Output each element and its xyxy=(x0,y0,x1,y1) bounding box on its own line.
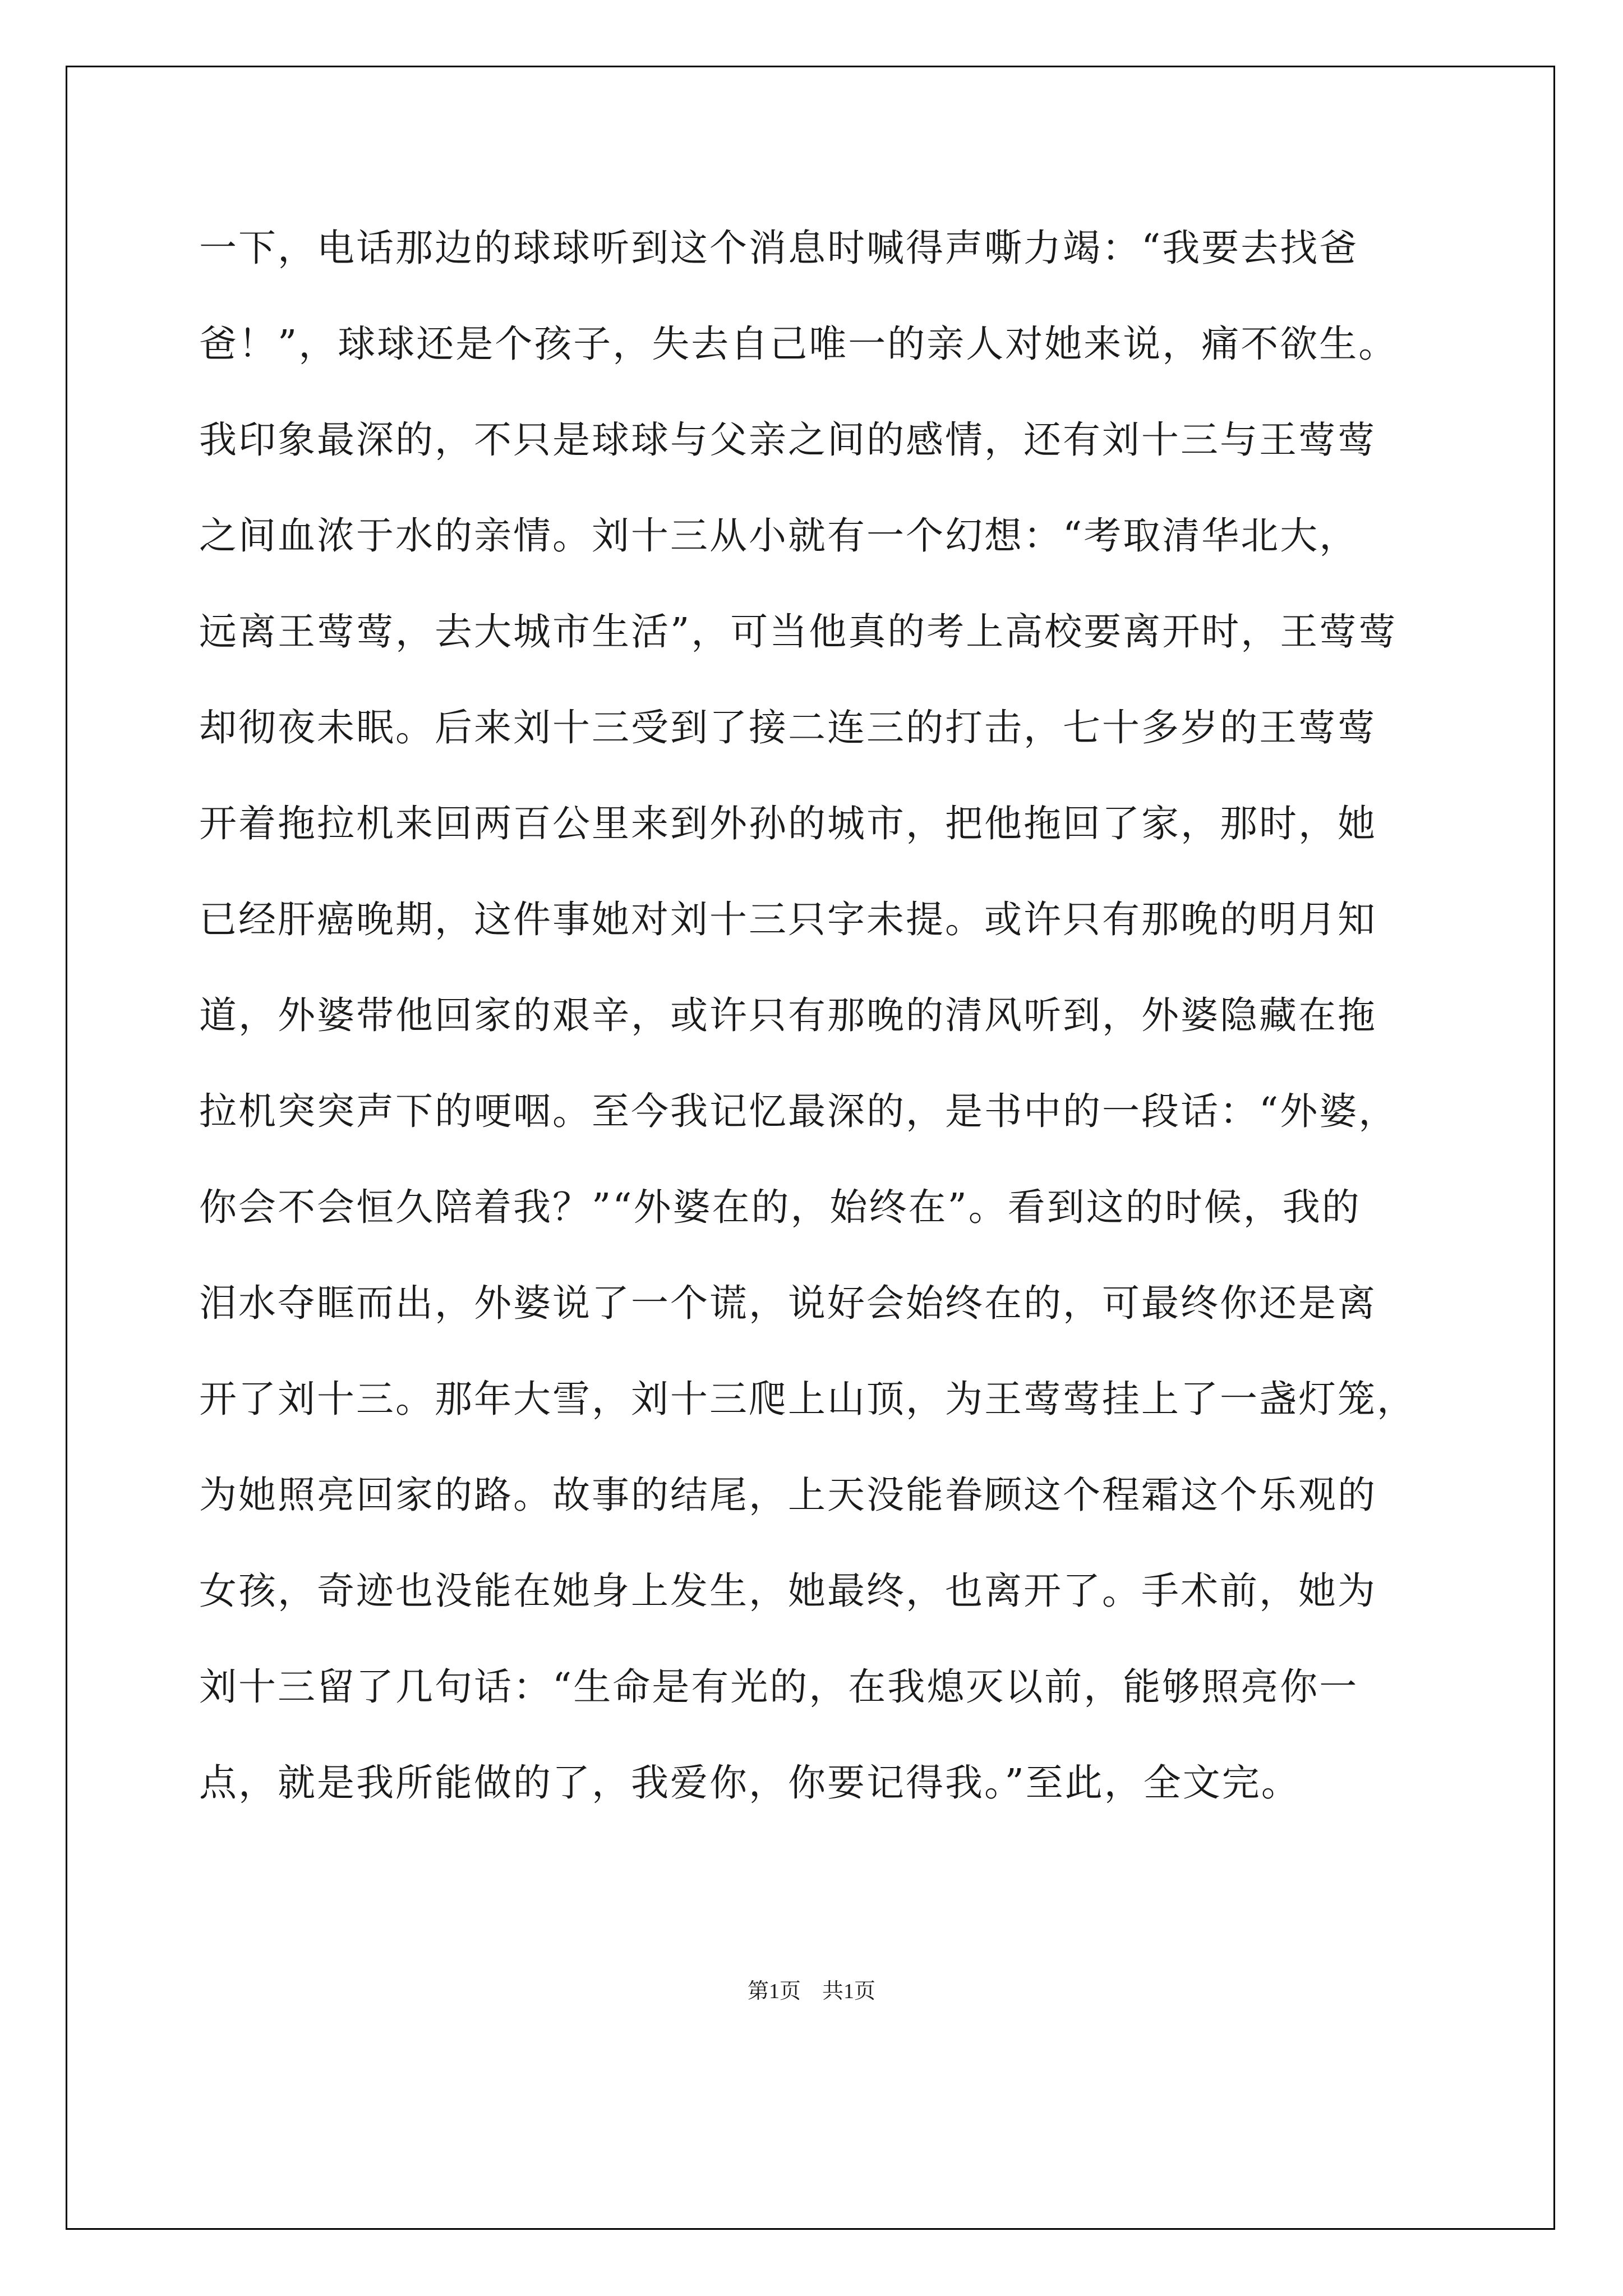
text-line: 泪水夺眶而出，外婆说了一个谎，说好会始终在的，可最终你还是离 xyxy=(199,1281,1377,1325)
text-line: 却彻夜未眠。后来刘十三受到了接二连三的打击，七十多岁的王莺莺 xyxy=(199,706,1377,749)
text-line: 远离王莺莺，去大城市生活”，可当他真的考上高校要离开时，王莺莺 xyxy=(199,610,1398,654)
text-line: 我印象最深的，不只是球球与父亲之间的感情，还有刘十三与王莺莺 xyxy=(199,418,1377,462)
text-line: 已经肝癌晚期，这件事她对刘十三只字未提。或许只有那晚的明月知 xyxy=(199,898,1377,941)
text-line: 点，就是我所能做的了，我爱你，你要记得我。”至此，全文完。 xyxy=(199,1761,1301,1805)
page-number-footer: 第1页 共1页 xyxy=(747,1980,875,2003)
text-line: 道，外婆带他回家的艰辛，或许只有那晚的清风听到，外婆隐藏在拖 xyxy=(199,993,1377,1037)
text-line: 之间血浓于水的亲情。刘十三从小就有一个幻想：“考取清华北大， xyxy=(199,514,1359,558)
text-line: 为她照亮回家的路。故事的结尾，上天没能眷顾这个程霜这个乐观的 xyxy=(199,1473,1377,1517)
text-line: 一下，电话那边的球球听到这个消息时喊得声嘶力竭：“我要去找爸 xyxy=(199,226,1359,270)
document-body xyxy=(199,212,1438,1843)
text-line: 爸！”，球球还是个孩子，失去自己唯一的亲人对她来说，痛不欲生。 xyxy=(199,322,1398,366)
text-line: 开着拖拉机来回两百公里来到外孙的城市，把他拖回了家，那时，她 xyxy=(199,802,1377,845)
text-line: 开了刘十三。那年大雪，刘十三爬上山顶，为王莺莺挂上了一盏灯笼， xyxy=(199,1377,1416,1421)
text-line: 你会不会恒久陪着我？”“外婆在的，始终在”。看到这的时候，我的 xyxy=(199,1185,1361,1229)
text-line: 女孩，奇迹也没能在她身上发生，她最终，也离开了。手术前，她为 xyxy=(199,1569,1377,1613)
text-line: 拉机突突声下的哽咽。至今我记忆最深的，是书中的一段话：“外婆， xyxy=(199,1089,1398,1133)
text-line: 刘十三留了几句话：“生命是有光的，在我熄灭以前，能够照亮你一 xyxy=(199,1665,1359,1709)
